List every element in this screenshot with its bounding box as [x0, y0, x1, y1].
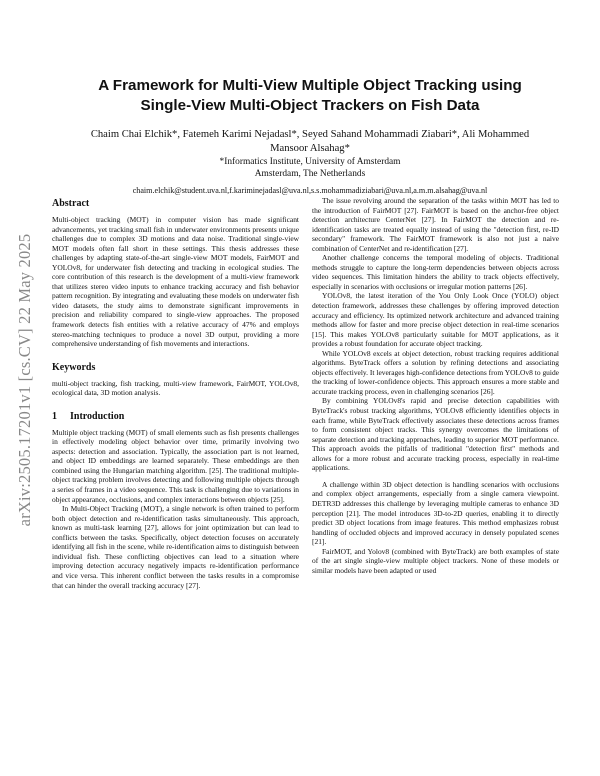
left-column: [52, 197, 299, 590]
affiliation-line-2: Amsterdam, The Netherlands: [254, 169, 366, 179]
section-number: 1: [52, 410, 57, 422]
section-title: Introduction: [70, 410, 125, 422]
body-paragraph: The issue revolving around the separation of the tasks within MOT has led to the introduction of FairMOT [27]. FairMOT is based on the anchor-free object detection architecture CenterNet [27]. In FairMOT the detection and re-identification tasks are treated equally instead of using the "detection first, re-ID secondary" framework. The FairMOT framework is also not just a naive combination of CenterNet and re-identification [27].: [312, 196, 559, 253]
arxiv-identifier-text: arXiv:2505.17201v1 [cs.CV] 22 May 2025: [15, 233, 34, 527]
body-paragraph: FairMOT, and Yolov8 (combined with ByteTrack) are both examples of state of the art single single-view multiple object trackers. None of these models or similar models have been adapted or used: [312, 546, 559, 575]
keywords-text: multi-object tracking, fish tracking, multi-view framework, FairMOT, YOLOv8, ecological data, 3D motion analysis.: [52, 378, 299, 398]
authors-line-2: Mansoor Alsahag*: [270, 142, 350, 154]
title-line-1: A Framework for Multi-View Multiple Object Tracking using: [98, 77, 522, 94]
introduction-heading: [52, 410, 299, 423]
affiliation-line-1: *Informatics Institute, University of Amsterdam: [219, 157, 401, 167]
body-paragraph: While YOLOv8 excels at object detection, robust tracking requires additional algorithms. ByteTrack offers a solution by refining detections and associating objects effectively. It leverages high-confidence detections from YOLOv8 to guide the tracking of lower-confidence objects. This approach ensures a more stable and accurate tracking process, even in challenging scenarios [26].: [312, 348, 559, 396]
paper-header: [50, 76, 570, 196]
keywords-heading: Keywords: [52, 361, 96, 373]
abstract-text: Multi-object tracking (MOT) in computer vision has made significant advancements, yet tracking small fish in underwater environments presents unique challenges due to complex 3D motions and data noise. Traditional single-view MOT models often fall short in these settings. This thesis addresses these challenges by adapting state-of-the-art single-view MOT models, FairMOT and YOLOv8, for underwater fish detecting and tracking in ecological studies. The core contribution of this research is the development of a multi-view framework that utilizes stereo video inputs to enhance tracking accuracy and fish behavior pattern recognition. By integrating and evaluating these models on underwater fish video datasets, the study aims to demonstrate significant improvements in precision and reliability compared to single-view approaches. The proposed framework detects fish entities with a relative accuracy of 47% and employs stereo-matching techniques to produce a novel 3D output, providing a more comprehensive understanding of fish movements and interactions.: [52, 215, 299, 349]
body-paragraph: YOLOv8, the latest iteration of the You Only Look Once (YOLO) object detection framework, addresses these challenges by offering improved detection accuracy and efficiency. Its optimized network architecture and advanced training methods allow for faster and more precise object detection in real-time scenarios [15]. This makes YOLOv8 particularly suitable for MOT applications, as it provides a robust foundation for accurate object tracking.: [312, 291, 559, 349]
body-paragraph: By combining YOLOv8's rapid and precise detection capabilities with ByteTrack's robust tracking algorithms, YOLOv8 efficiently identifies objects in each frame, while ByteTrack effectively associates these detections across frames to form consistent object tracks. This synergy overcomes the limitations of separate detection and tracking approaches, leading to superior MOT performance. This approach avoids the pitfalls of traditional "detection first" methods and allows for a more robust and accurate tracking process, especially in real-time applications.: [312, 396, 559, 473]
author-list: [50, 128, 570, 155]
paper-title: [50, 76, 570, 116]
intro-paragraph: Multiple object tracking (MOT) of small elements such as fish presents challenges in effectively modeling object behavior over time, primarily involving two aspects: detection and association. Typically, the association part is not learned, and object ID embeddings are learned separately. These embeddings are then combined using the Hungarian matching algorithm. [25]. The traditional multiple-object tracking problem involves detecting and following multiple objects through a series of frames in a video sequence. This task is challenging due to variations in object appearance, occlusions, and complex interactions between objects [25].: [52, 427, 299, 504]
abstract-heading: Abstract: [52, 198, 90, 209]
author-emails: chaim.elchik@student.uva.nl,f.kariminejadasl@uva.nl,s.s.mohammadiziabari@uva.nl,a.m.m.alsahag@uva.nl: [132, 186, 488, 195]
body-paragraph: Another challenge concerns the temporal modeling of objects. Traditional methods struggle to capture the long-term dependencies between objects across video sequences. This limitation hinders the ability to track objects effectively, especially in scenarios with occlusions or irregular motion patterns [26].: [312, 253, 559, 291]
right-column: [312, 196, 559, 575]
authors-line-1: Chaim Chai Elchik*, Fatemeh Karimi Nejadasl*, Seyed Sahand Mohammadi Ziabari*, Ali Mohammed: [90, 129, 530, 140]
title-line-2: Single-View Multi-Object Trackers on Fish Data: [140, 97, 480, 114]
affiliation: [50, 156, 570, 180]
intro-paragraph: In Multi-Object Tracking (MOT), a single network is often trained to perform both object detection and re-identification tasks simultaneously. This approach, known as multi-task learning [27], allows for joint optimization but can lead to conflicts between the tasks. Specifically, object detection focuses on accurately identifying all fish in the scene, while re-identification aims to distinguish between individual fish. These conflicting objectives can lead to a situation where improving detection accuracy negatively impacts re-identification performance and vice versa. This inherent conflict between the tasks results in a compromise that can hinder the overall tracking accuracy [27].: [52, 504, 299, 590]
arxiv-identifier: [12, 205, 38, 555]
body-paragraph: A challenge within 3D object detection is handling scenarios with occlusions and complex object arrangements, especially from a single camera viewpoint. DETR3D addresses this challenge by leveraging multiple cameras to enhance 3D perception [21]. The model introduces 3D-to-2D queries, enabling it to directly predict 3D object locations from image features. This method emphasizes robust handling of occluded objects and improved accuracy in densely populated scenes [21].: [312, 479, 559, 547]
